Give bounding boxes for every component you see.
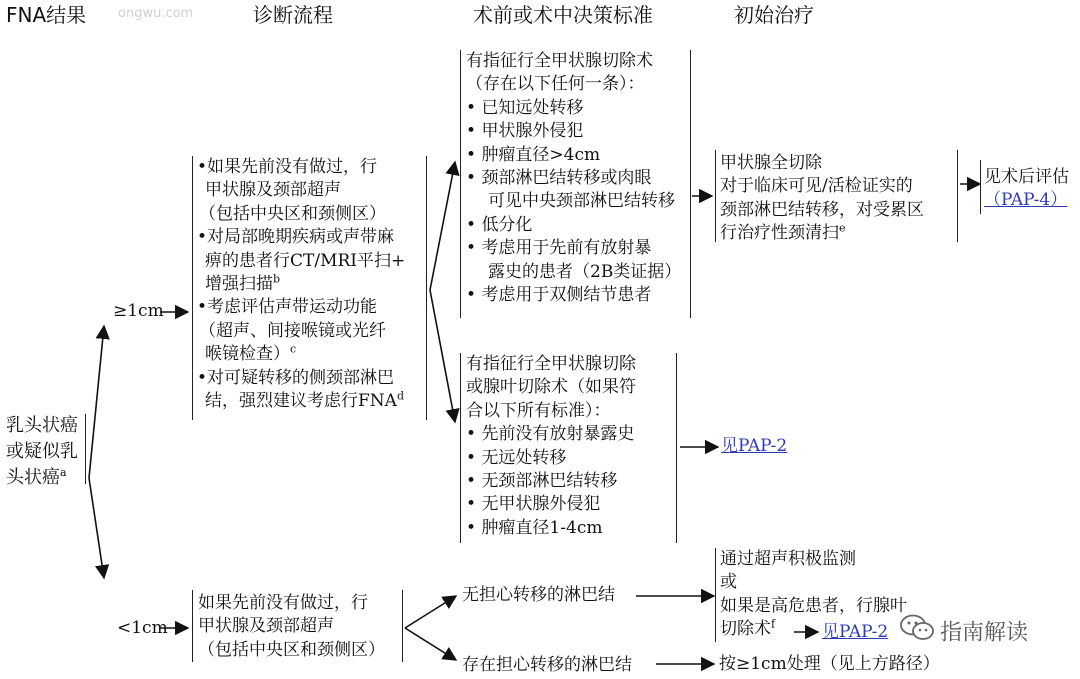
- criteria-total-title-1: 有指征行全甲状腺切除术: [466, 51, 653, 71]
- diag-small-line-1: 如果先前没有做过，行: [198, 593, 368, 613]
- criteria-lobe-item: • 无远处转移: [466, 447, 567, 468]
- criteria-lobe-left-bracket: [460, 353, 461, 543]
- criteria-lobe-list: [466, 423, 636, 540]
- arrow-diagnostic-to-lobe: [430, 290, 455, 422]
- criteria-lobe-item: • 无甲状腺外侵犯: [466, 494, 601, 515]
- criteria-total-item: 可见中央颈部淋巴结转移: [488, 191, 675, 212]
- bullet-icon: •: [466, 214, 482, 235]
- diag-item-1-line-3: （包括中央区和颈侧区）: [199, 203, 386, 224]
- diag-item-2-line-3: 增强扫描$^b$: [205, 272, 281, 295]
- size-large-label: ≥1cm: [113, 301, 164, 321]
- monitor-line-3: 如果是高危患者，行腺叶: [720, 595, 907, 616]
- diag-small-line-3: （包括中央区和颈侧区）: [198, 639, 385, 660]
- monitor-pap2-link[interactable]: 见PAP-2: [822, 622, 889, 642]
- diagnostic-large-box: [197, 156, 405, 413]
- entry-bracket: [82, 414, 86, 484]
- bullet-icon: •: [466, 168, 482, 189]
- entry-node: [6, 413, 78, 491]
- posteval-box: [984, 166, 1069, 213]
- arrow-entry-to-large: [89, 326, 104, 478]
- criteria-lobe-item: • 先前没有放射暴露史: [466, 424, 635, 445]
- bullet-icon: •: [466, 471, 482, 492]
- criteria-lobe-box: [466, 353, 636, 540]
- no-concern-label: 无担心转移的淋巴结: [462, 585, 615, 605]
- treatment-line-3: 颈部淋巴结转移，对受累区: [720, 199, 924, 220]
- treatment-line-4: 行治疗性颈清扫$^e$: [720, 221, 846, 244]
- diagnostic-large-left-bracket: [192, 156, 193, 420]
- treat-as-large-label: 按≥1cm处理（见上方路径）: [719, 654, 940, 674]
- diag-small-line-2: 甲状腺及颈部超声: [198, 616, 334, 637]
- footnote-b: b: [273, 272, 281, 286]
- diag-item-3-line-1: •考虑评估声带运动功能: [197, 297, 378, 318]
- criteria-lobe-title-2: 或腺叶切除术（如果符: [466, 377, 636, 398]
- watermark-brand-text: 指南解读: [940, 620, 1029, 646]
- footnote-d: d: [396, 389, 404, 403]
- treatment-left-bracket: [715, 150, 716, 242]
- posteval-link[interactable]: （PAP-4）: [984, 190, 1068, 211]
- see-pap2-link[interactable]: 见PAP-2: [721, 436, 788, 456]
- header-fna-result: FNA结果: [6, 3, 87, 27]
- diagnostic-small-box: [198, 592, 385, 662]
- bullet-icon: •: [466, 97, 482, 118]
- criteria-total-item: 露史的患者（2B类证据）: [488, 261, 682, 282]
- arrow-small-to-noconcern: [405, 596, 456, 628]
- criteria-total-left-bracket: [460, 50, 461, 318]
- posteval-bracket: [980, 160, 981, 214]
- watermark-site: ongwu.com: [118, 6, 194, 21]
- criteria-lobe-title-1: 有指征行全甲状腺切除: [466, 354, 636, 374]
- size-small-label: <1cm: [117, 618, 168, 638]
- diag-item-3-line-2: （超声、间接喉镜或光纤: [199, 320, 386, 341]
- footnote-f: f: [771, 617, 776, 631]
- criteria-lobe-title-3: 合以下所有标准）：: [466, 400, 611, 421]
- diagnostic-small-right-bracket: [402, 590, 403, 662]
- footnote-e: e: [839, 221, 846, 235]
- header-initial-treatment: 初始治疗: [734, 3, 814, 27]
- arrow-entry-to-small: [89, 478, 104, 578]
- bullet-icon: •: [466, 424, 482, 445]
- watermark-brand: [900, 614, 1028, 648]
- entry-line-2: 或疑似乳: [6, 441, 78, 462]
- treatment-line-1: 甲状腺全切除: [720, 153, 822, 173]
- diag-item-3-line-3: 喉镜检查）$^c$: [205, 342, 297, 365]
- criteria-total-title-2: （存在以下任何一条）：: [466, 74, 645, 95]
- diag-item-2-line-1: •对局部晚期疾病或声带麻: [197, 227, 395, 248]
- diag-item-4-line-2: 结，强烈建议考虑行FNA$^d$: [205, 389, 404, 412]
- entry-line-1: 乳头状癌: [6, 415, 78, 436]
- criteria-lobe-right-bracket: [676, 353, 677, 543]
- diag-item-4-line-1: •对可疑转移的侧颈部淋巴: [197, 367, 395, 388]
- concern-label: 存在担心转移的淋巴结: [462, 655, 632, 675]
- criteria-total-item: • 肿瘤直径>4cm: [466, 144, 601, 165]
- bullet-icon: •: [466, 285, 482, 306]
- treatment-line-2: 对于临床可见/活检证实的: [720, 176, 913, 197]
- posteval-label: 见术后评估: [984, 167, 1069, 187]
- criteria-total-item: • 甲状腺外侵犯: [466, 121, 584, 142]
- monitor-line-4: 切除术$^f$: [720, 617, 776, 640]
- criteria-total-item: • 已知远处转移: [466, 97, 584, 118]
- monitor-line-1: 通过超声积极监测: [720, 549, 856, 569]
- header-decision: 术前或术中决策标准: [473, 3, 653, 27]
- bullet-icon: •: [466, 121, 482, 142]
- footnote-c: c: [290, 342, 297, 356]
- criteria-lobe-item: • 无颈部淋巴结转移: [466, 471, 618, 492]
- header-diagnosis: 诊断流程: [253, 3, 333, 27]
- bullet-icon: •: [466, 494, 482, 515]
- footnote-a: a: [60, 466, 67, 479]
- bullet-icon: •: [466, 144, 482, 165]
- arrow-diagnostic-to-total: [430, 162, 455, 290]
- diag-item-1-line-1: •如果先前没有做过，行: [197, 157, 378, 177]
- treatment-total-box: [720, 152, 924, 246]
- diagnostic-small-left-bracket: [192, 590, 193, 662]
- criteria-total-item: • 低分化: [466, 214, 533, 235]
- diagnostic-large-right-bracket: [426, 156, 427, 420]
- diag-item-2-line-2: 痹的患者行CT/MRI平扫+: [205, 250, 406, 271]
- bullet-icon: •: [466, 517, 482, 538]
- wechat-icon: [900, 614, 934, 648]
- criteria-lobe-item: • 肿瘤直径1-4cm: [466, 517, 603, 538]
- criteria-total-item: • 考虑用于先前有放射暴: [466, 238, 652, 259]
- criteria-total-box: [466, 50, 681, 307]
- criteria-total-list: [466, 97, 681, 308]
- criteria-total-right-bracket: [690, 50, 691, 318]
- treatment-right-bracket: [957, 150, 958, 242]
- monitor-bracket: [715, 548, 716, 642]
- bullet-icon: •: [466, 238, 482, 259]
- criteria-total-item: • 考虑用于双侧结节患者: [466, 285, 652, 306]
- arrow-small-to-concern: [405, 628, 456, 660]
- bullet-icon: •: [466, 447, 482, 468]
- entry-line-3: 头状癌$^a$: [6, 466, 67, 488]
- monitor-line-2: 或: [720, 572, 737, 593]
- criteria-total-item: • 颈部淋巴结转移或肉眼: [466, 168, 652, 189]
- diag-item-1-line-2: 甲状腺及颈部超声: [205, 180, 341, 201]
